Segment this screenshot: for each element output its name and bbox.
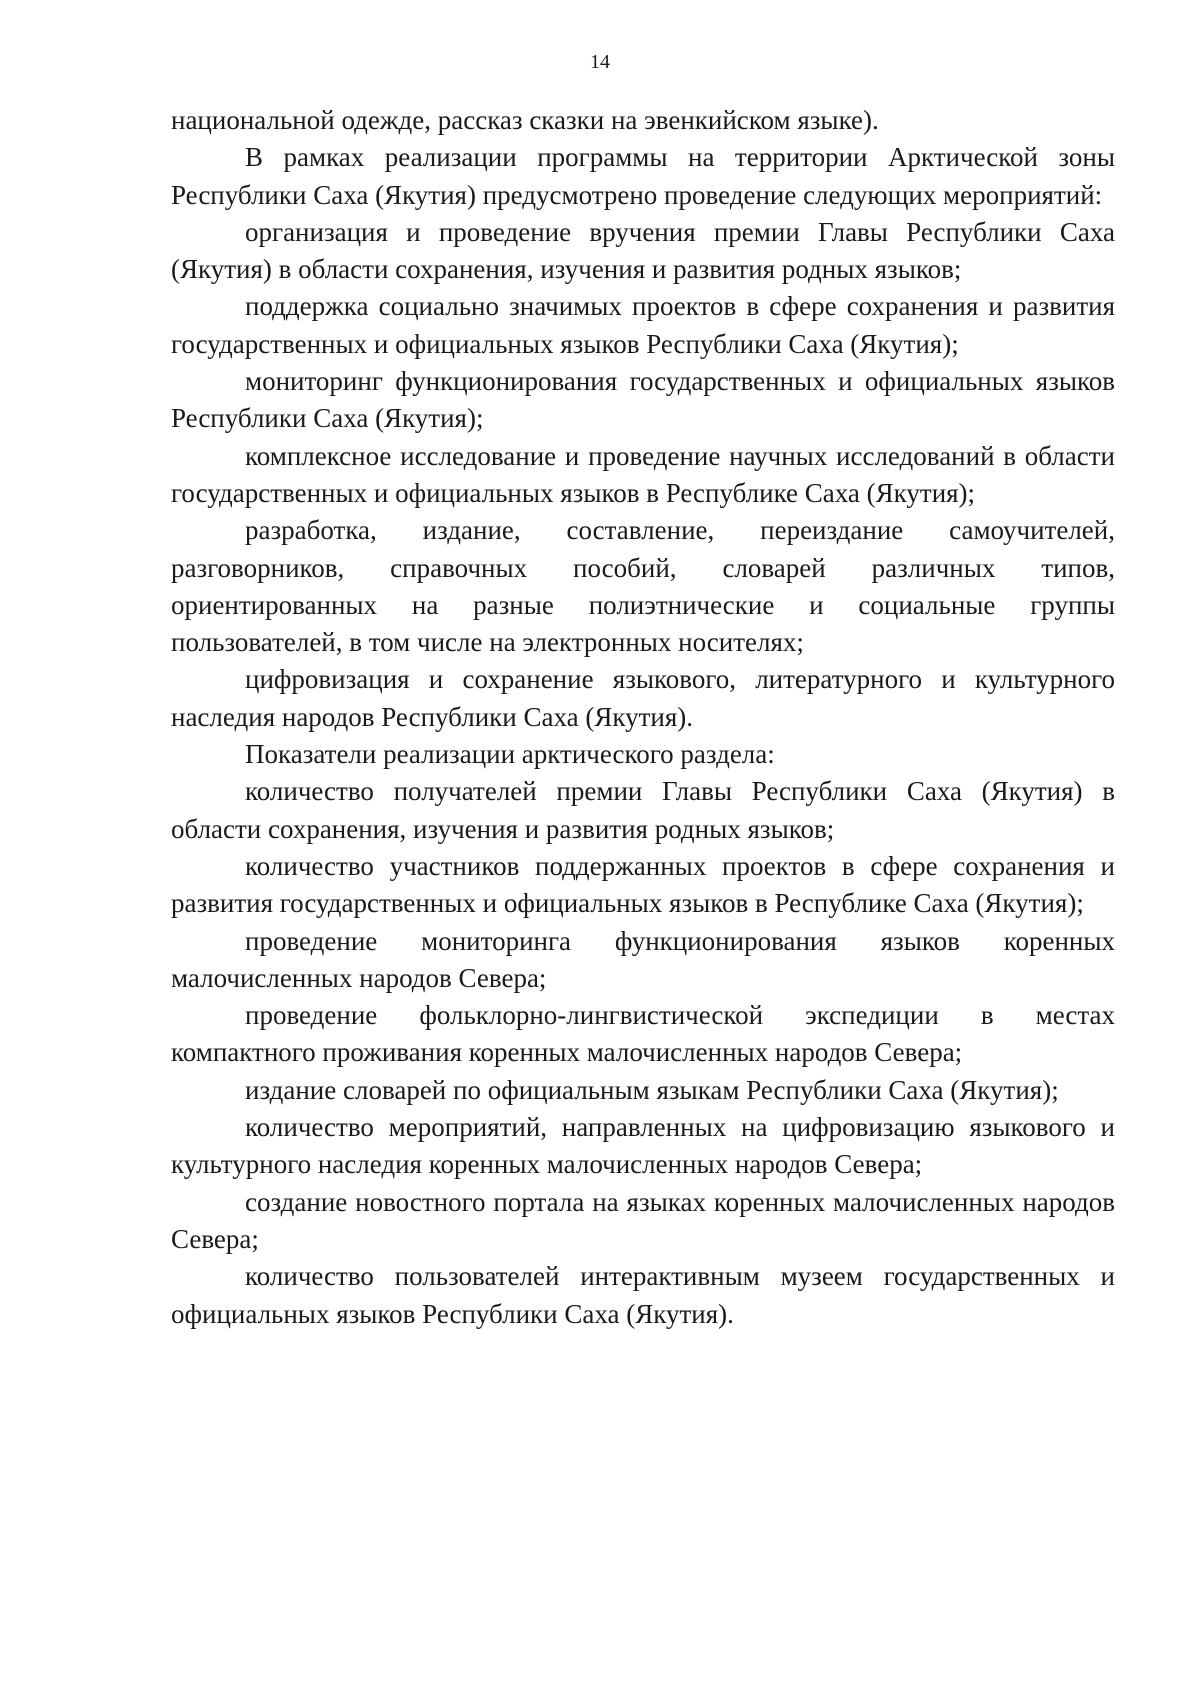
indicator-project-participants: количество участников поддержанных проектов в сфере сохранения и развития государственных и официальных языков в Республике Саха (Якутия); [171,850,1115,919]
list-item-award: организация и проведение вручения премии Главы Республики Саха (Якутия) в области сохранения, изучения и развития родных языков; [171,216,1115,285]
indicator-digitization-events: количество мероприятий, направленных на цифровизацию языкового и культурного наследия коренных малочисленных народов Севера; [171,1112,1115,1180]
indicator-expedition: проведение фольклорно-лингвистической экспедиции в местах компактного проживания коренных малочисленных народов Севера; [171,1000,1115,1068]
indicator-language-monitoring: проведение мониторинга функционирования языков коренных малочисленных народов Севера; [171,925,1115,993]
indicator-museum-users: количество пользователей интерактивным музеем государственных и официальных языков Республики Саха (Якутия). [171,1261,1115,1329]
list-item-digitization: цифровизация и сохранение языкового, литературного и культурного наследия народов Республики Саха (Якутия). [171,664,1115,732]
indicator-dictionaries: издание словарей по официальным языкам Республики Саха (Якутия); [245,1074,1059,1105]
list-item-monitoring: мониторинг функционирования государственных и официальных языков Республики Саха (Якутия); [171,366,1115,434]
paragraph-indicators-heading: Показатели реализации арктического раздела: [245,739,775,770]
list-item-research: комплексное исследование и проведение научных исследований в области государственных и официальных языков в Республике Саха (Якутия); [171,440,1115,508]
indicator-news-portal: создание новостного портала на языках коренных малочисленных народов Севера; [171,1186,1115,1254]
paragraph-program-intro: В рамках реализации программы на территории Арктической зоны Республики Саха (Якутия) предусмотрено проведение следующих мероприятий: [171,142,1115,210]
indicator-award-recipients: количество получателей премии Главы Республики Саха (Якутия) в области сохранения, изучения и развития родных языков; [171,776,1115,844]
document-body [171,102,1115,1333]
page-number: 14 [590,51,610,73]
list-item-projects-support: поддержка социально значимых проектов в сфере сохранения и развития государственных и официальных языков Республики Саха (Якутия); [171,291,1115,359]
paragraph-continuation: национальной одежде, рассказ сказки на эвенкийском языке). [171,105,879,135]
list-item-publications: разработка, издание, составление, переиздание самоучителей, разговорников, справочных пособий, словарей различных типов, ориентированных на разные полиэтнические и социальные группы пользователей, в том числе на электронных носителях; [171,515,1115,658]
